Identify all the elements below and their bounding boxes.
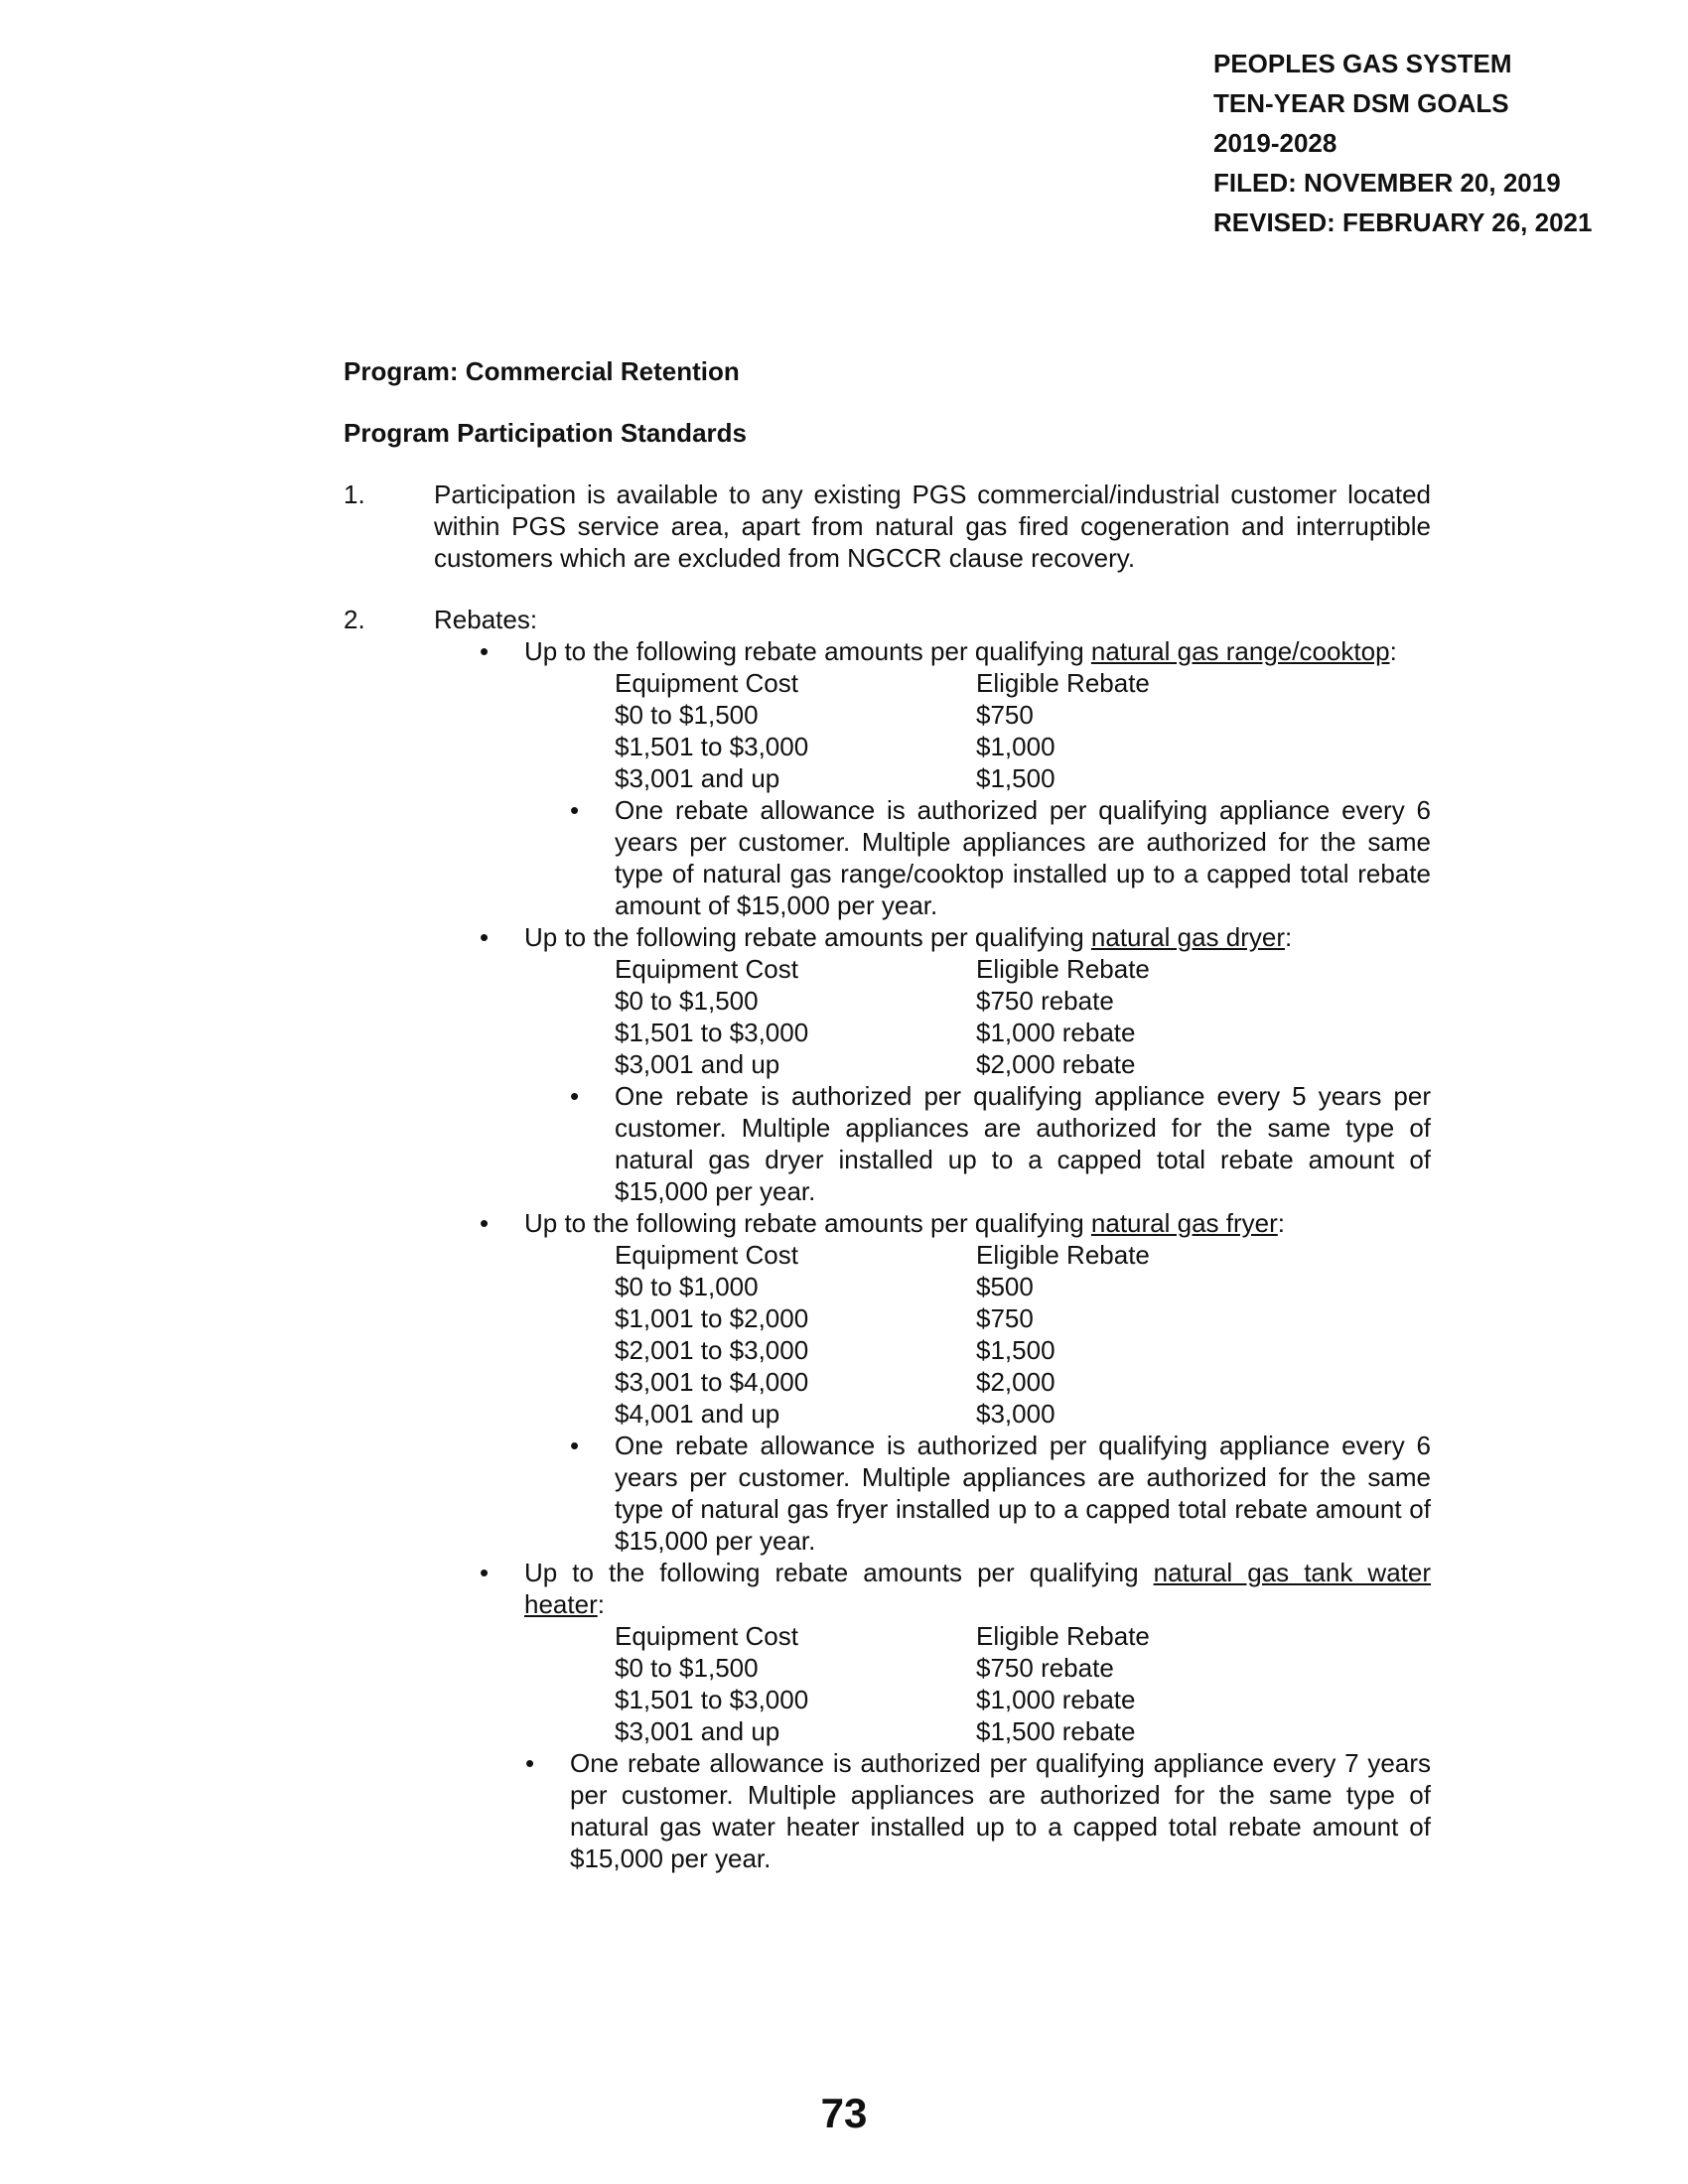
table-row: $1,501 to $3,000 $1,000 rebate: [615, 1018, 1136, 1047]
table-row: $0 to $1,000 $500: [615, 1272, 1034, 1301]
appliance-name: natural gas dryer: [1090, 922, 1286, 952]
table-row: $0 to $1,500 $750 rebate: [615, 1653, 1114, 1683]
header-line: REVISED: FEBRUARY 26, 2021: [1213, 207, 1593, 237]
item-text: Participation is available to any existing PGS commercial/industrial customer located within PGS service area, apart from natural gas fired cogeneration and interruptible customers which are excluded from NGCCR clause recovery.: [434, 479, 1431, 573]
table-row: $4,001 and up $3,000: [615, 1399, 1055, 1429]
numbered-item: [344, 604, 1431, 635]
table-row: $0 to $1,500 $750 rebate: [615, 986, 1114, 1016]
rebate-bullet: [344, 1207, 1431, 1239]
header-line: FILED: NOVEMBER 20, 2019: [1213, 168, 1561, 198]
rebate-table: [615, 953, 1150, 1080]
rebate-table: [615, 1239, 1150, 1430]
bullet-icon: •: [570, 1081, 580, 1111]
rebate-table: [615, 667, 1150, 794]
note-text: One rebate allowance is authorized per qualifying appliance every 6 years per customer. Multiple appliances are authorized for the same type of natural gas range/cooktop installed up to a capped total rebate amount of $15,000 per year.: [615, 795, 1431, 920]
bullet-icon: •: [570, 795, 580, 825]
rebate-intro: Up to the following rebate amounts per qualifying natural gas fryer:: [524, 1208, 1286, 1238]
col-header-rebate: Eligible Rebate: [976, 954, 1150, 984]
header-line: 2019-2028: [1213, 128, 1337, 158]
rebate-intro: Up to the following rebate amounts per qualifying natural gas tank water heater:: [524, 1558, 1431, 1619]
document-body: [344, 355, 1431, 1874]
table-row: $1,001 to $2,000 $750: [615, 1303, 1034, 1333]
bullet-icon: •: [480, 636, 490, 666]
item-number: 2.: [344, 605, 365, 634]
rebate-bullet: [344, 1557, 1431, 1620]
col-header-cost: Equipment Cost: [615, 1240, 798, 1270]
appliance-name: natural gas range/cooktop: [1090, 636, 1390, 666]
item-number: 1.: [344, 479, 365, 509]
col-header-cost: Equipment Cost: [615, 668, 798, 698]
rebate-note: [344, 794, 1431, 921]
bullet-icon: •: [480, 1558, 490, 1587]
rebate-note: [344, 1080, 1431, 1207]
numbered-item: [344, 478, 1431, 574]
table-row: $0 to $1,500 $750: [615, 700, 1034, 730]
note-text: One rebate allowance is authorized per qualifying appliance every 7 years per customer. Multiple appliances are authorized for the same type of natural gas water heater installed up to a capped total rebate amount of $15,000 per year.: [570, 1748, 1431, 1873]
table-row: $3,001 and up $1,500: [615, 763, 1055, 793]
page-number: 73: [820, 2090, 868, 2136]
item-text: Rebates:: [434, 605, 538, 634]
rebate-bullet: [344, 635, 1431, 667]
rebate-table: [615, 1620, 1150, 1747]
bullet-icon: •: [525, 1748, 535, 1778]
col-header-rebate: Eligible Rebate: [976, 1240, 1150, 1270]
col-header-rebate: Eligible Rebate: [976, 1621, 1150, 1651]
rebate-intro: Up to the following rebate amounts per qualifying natural gas range/cooktop:: [524, 636, 1397, 666]
header-line: PEOPLES GAS SYSTEM: [1213, 49, 1512, 78]
table-row: $3,001 and up $2,000 rebate: [615, 1049, 1136, 1079]
table-row: $1,501 to $3,000 $1,000: [615, 732, 1055, 761]
table-row: $1,501 to $3,000 $1,000 rebate: [615, 1685, 1136, 1714]
table-row: $2,001 to $3,000 $1,500: [615, 1335, 1055, 1365]
header-line: TEN-YEAR DSM GOALS: [1213, 88, 1509, 118]
note-text: One rebate allowance is authorized per qualifying appliance every 6 years per customer. Multiple appliances are authorized for the same type of natural gas fryer installed up to a capped total rebate amount of $15,000 per year.: [615, 1431, 1431, 1556]
table-row: $3,001 and up $1,500 rebate: [615, 1716, 1136, 1746]
appliance-name: natural gas tank water heater: [524, 1558, 1431, 1619]
rebate-intro: Up to the following rebate amounts per qualifying natural gas dryer:: [524, 922, 1293, 952]
bullet-icon: •: [480, 1208, 490, 1238]
section-title: Program Participation Standards: [344, 418, 747, 448]
rebate-note: [344, 1430, 1431, 1557]
col-header-cost: Equipment Cost: [615, 954, 798, 984]
rebate-bullet: [344, 921, 1431, 953]
rebate-note: [344, 1747, 1431, 1874]
note-text: One rebate is authorized per qualifying appliance every 5 years per customer. Multiple appliances are authorized for the same type of natural gas dryer installed up to a capped total rebate amount of $15,000 per year.: [615, 1081, 1431, 1206]
bullet-icon: •: [480, 922, 490, 952]
table-row: $3,001 to $4,000 $2,000: [615, 1367, 1055, 1397]
bullet-icon: •: [570, 1431, 580, 1460]
col-header-cost: Equipment Cost: [615, 1621, 798, 1651]
document-header: [1213, 44, 1592, 242]
appliance-name: natural gas fryer: [1090, 1208, 1278, 1238]
col-header-rebate: Eligible Rebate: [976, 668, 1150, 698]
program-title: Program: Commercial Retention: [344, 356, 740, 386]
